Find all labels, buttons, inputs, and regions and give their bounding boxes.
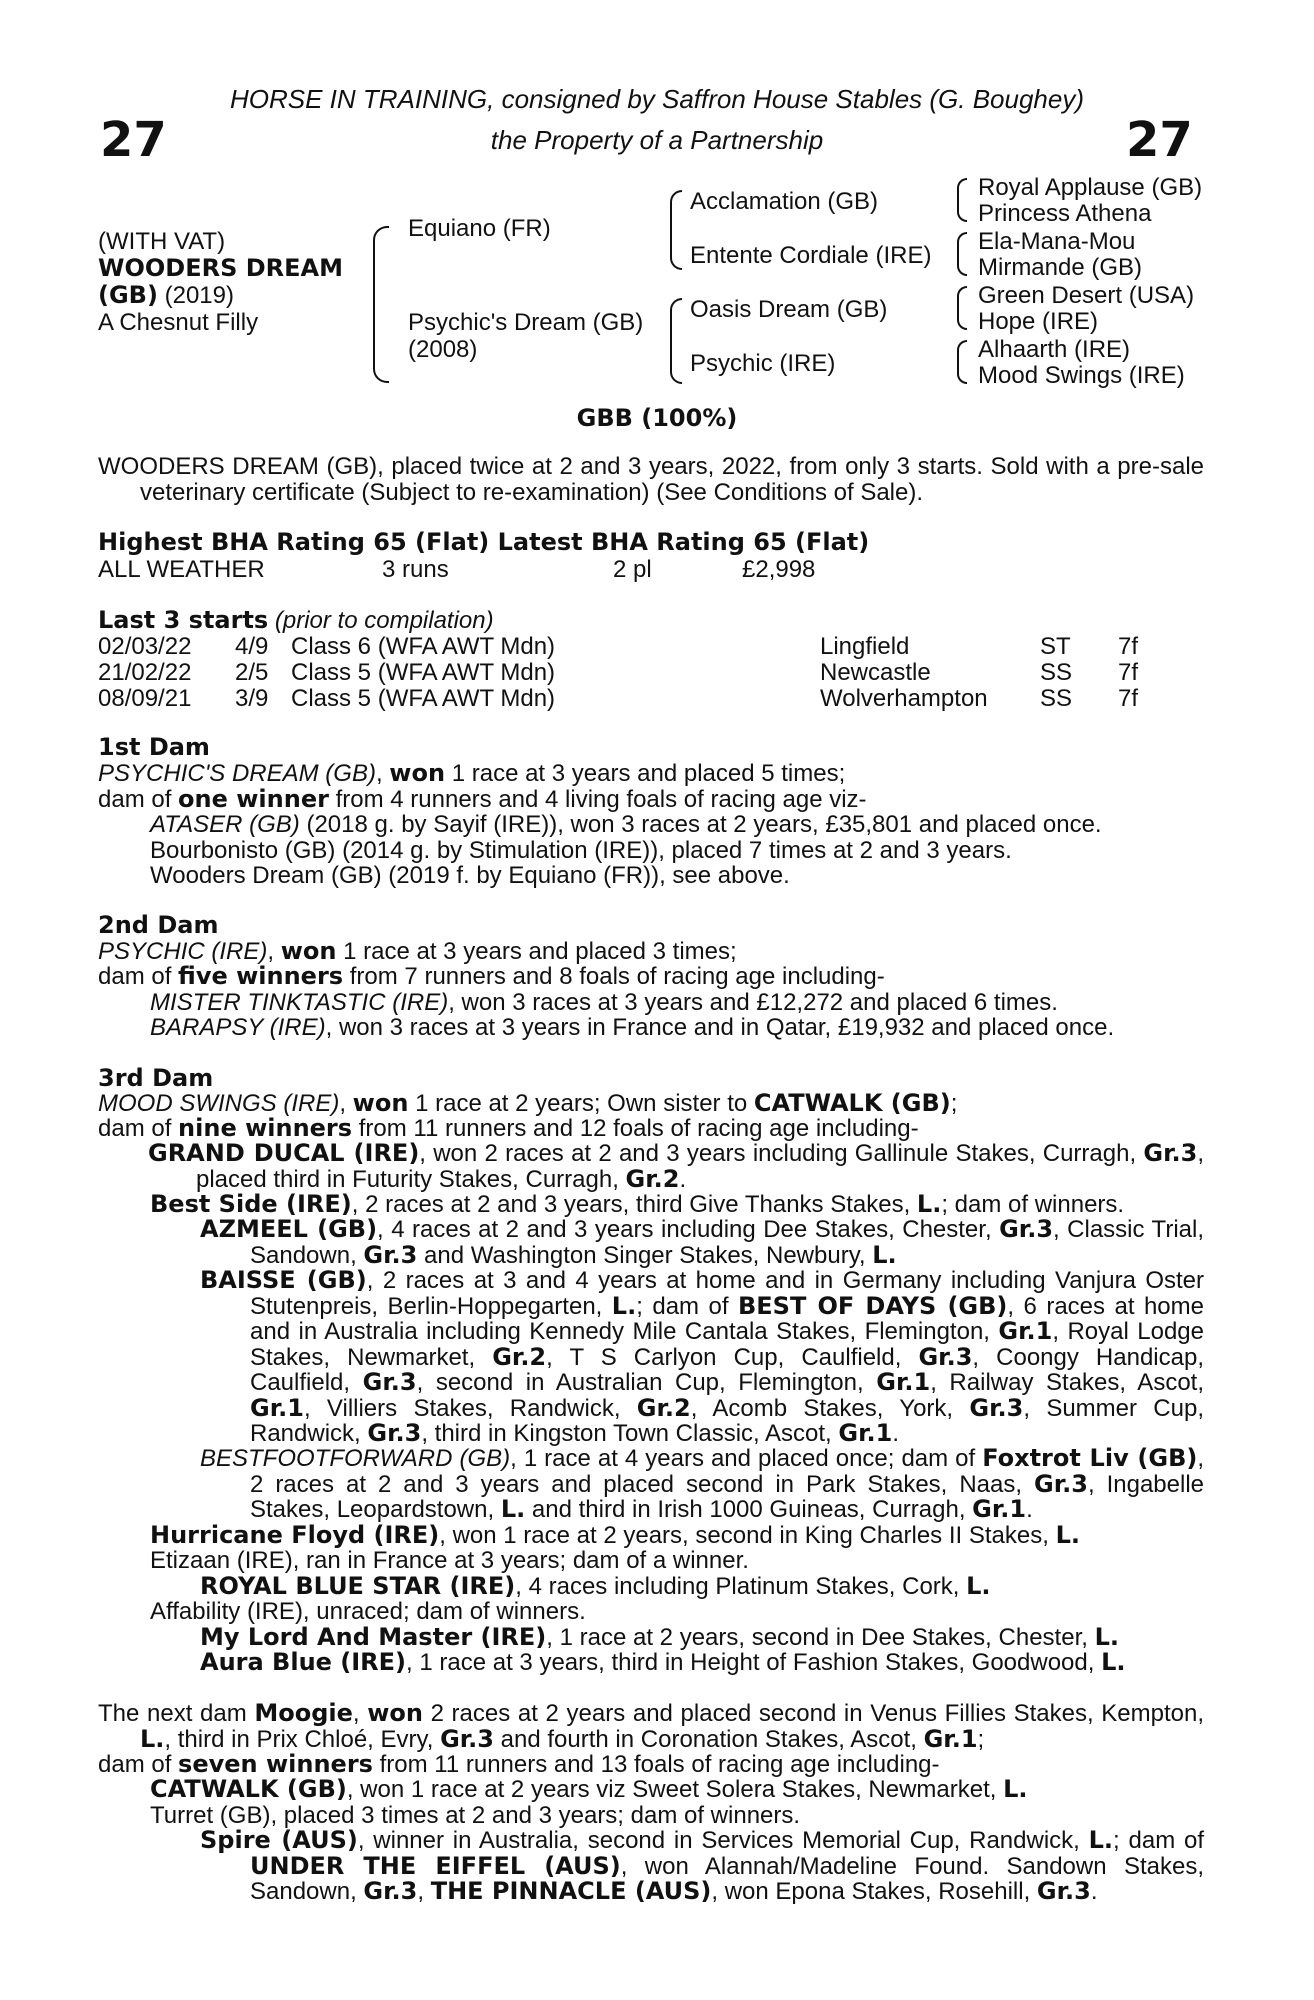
lot-number-left: 27 (100, 112, 167, 168)
pedigree-dam: Psychic's Dream (GB) (408, 309, 644, 336)
start-race: Class 5 (WFA AWT Mdn) (291, 685, 556, 712)
offspring-best-side: Best Side (IRE), 2 races at 2 and 3 years, third Give Thanks Stakes, L.; dam of winners. (150, 1190, 1125, 1218)
start-race: Class 6 (WFA AWT Mdn) (291, 633, 556, 660)
table-row (0, 659, 1314, 685)
pedigree-sire: Equiano (FR) (408, 215, 551, 242)
pedigree-sire-sire: Acclamation (GB) (690, 188, 879, 215)
brace-sd (957, 232, 967, 276)
offspring-baisse: BAISSE (GB), 2 races at 3 and 4 years at home and in Germany including Vanjura Oster Stutenpreis, Berlin-Hoppegarten, L.; dam of BEST OF DAYS (GB), 6 races at home and in Australia including Kennedy Mile Cantala Stakes, Flemington, Gr.1, Royal Lodge Stakes, Newmarket, Gr.2, T S Carlyon Cup, Caulfield, Gr.3, Coongy Handicap, Caulfield, Gr.3, second in Australian Cup, Flemington, Gr.1, Railway Stakes, Ascot, Gr.1, Villiers Stakes, Randwick, Gr.2, Acomb Stakes, York, Gr.3, Summer Cup, Randwick, Gr.3, third in Kingston Town Classic, Ascot, Gr.1. (200, 1266, 1205, 1447)
brace-ss (957, 178, 967, 222)
pedigree-dsd: Hope (IRE) (978, 308, 1099, 335)
offspring-affability: Affability (IRE), unraced; dam of winners. (150, 1598, 586, 1625)
winners-count: seven winners (178, 1750, 373, 1778)
offspring-royal-blue-star: ROYAL BLUE STAR (IRE), 4 races including Platinum Stakes, Cork, L. (200, 1572, 991, 1600)
pedigree-sds: Ela-Mana-Mou (978, 228, 1136, 255)
rating-record (0, 556, 1314, 582)
offspring-spire: Spire (AUS), winner in Australia, second in Services Memorial Cup, Randwick, L.; dam of UNDER THE EIFFEL (AUS), won Alannah/Madeline Found. Sandown Stakes, Sandown, Gr.3, THE PINNACLE (AUS), won Epona Stakes, Rosehill, Gr.3. (200, 1826, 1204, 1905)
rating-earnings: £2,998 (742, 556, 816, 583)
third-dam-record: MOOD SWINGS (IRE), won 1 race at 2 years; Own sister to CATWALK (GB); (98, 1089, 958, 1117)
offspring-name: ATASER (GB) (150, 811, 300, 838)
brace-dd (957, 340, 967, 384)
pedigree-sss: Royal Applause (GB) (978, 174, 1203, 201)
offspring-azmeel: AZMEEL (GB), 4 races at 2 and 3 years including Dee Stakes, Chester, Gr.3, Classic Trial, Sandown, Gr.3 and Washington Singer Stakes, Newbury, L. (200, 1215, 1205, 1269)
won-label: won (280, 937, 337, 965)
summary-paragraph: WOODERS DREAM (GB), placed twice at 2 and 3 years, 2022, from only 3 starts. Sold with a pre-sale veterinary certificate (Subject to re-examination) (See Conditions of Sale). (98, 453, 1204, 506)
offspring-etizaan: Etizaan (IRE), ran in France at 3 years; dam of a winner. (150, 1547, 749, 1574)
brace-ds (957, 286, 967, 330)
pedigree-dam-dam: Psychic (IRE) (690, 350, 836, 377)
offspring-mister-tinktastic (150, 990, 1058, 1015)
start-surface: SS (1040, 685, 1073, 712)
offspring-bourbonisto: Bourbonisto (GB) (2014 g. by Stimulation (IRE)), placed 7 times at 2 and 3 years. (150, 837, 1012, 864)
offspring-name: BARAPSY (IRE) (150, 1014, 326, 1041)
lot-number-right: 27 (1126, 112, 1193, 168)
second-dam-rest: 1 race at 3 years and placed 3 times; (336, 938, 737, 965)
offspring-grand-ducal: GRAND DUCAL (IRE), won 2 races at 2 and 3 years including Gallinule Stakes, Curragh, Gr.3, placed third in Futurity Stakes, Curragh, Gr.2. (148, 1139, 1205, 1193)
pedigree-ddd: Mood Swings (IRE) (978, 362, 1185, 389)
second-dam-heading: 2nd Dam (98, 911, 219, 939)
offspring-name: MISTER TINKTASTIC (IRE) (150, 989, 449, 1016)
next-dam-name: Moogie (254, 1699, 353, 1727)
pedigree-dss: Green Desert (USA) (978, 282, 1195, 309)
winners-count: nine winners (178, 1114, 353, 1142)
start-position: 2/5 (235, 659, 269, 686)
horse-name: WOODERS DREAM (98, 254, 343, 282)
dam-of: dam of (98, 786, 179, 813)
offspring-ataser (150, 812, 1102, 837)
start-surface: ST (1040, 633, 1071, 660)
second-dam-produce (98, 964, 885, 989)
offspring-my-lord-and-master: My Lord And Master (IRE), 1 race at 2 years, second in Dee Stakes, Chester, L. (200, 1623, 1119, 1651)
first-dam-record: PSYCHIC'S DREAM (GB), won 1 race at 3 years and placed 5 times; (98, 759, 846, 787)
rating-placed: 2 pl (613, 556, 652, 583)
offspring-aura-blue: Aura Blue (IRE), 1 race at 3 years, third in Height of Fashion Stakes, Goodwood, L. (200, 1648, 1126, 1676)
dosage-profile: GBB (100%) (576, 404, 738, 432)
pedigree-dam-year: (2008) (408, 336, 478, 363)
first-dam-rest: 1 race at 3 years and placed 5 times; (445, 760, 846, 787)
horse-description: A Chesnut Filly (98, 309, 259, 336)
start-surface: SS (1040, 659, 1073, 686)
start-course: Wolverhampton (820, 685, 988, 712)
brace-gen1 (373, 226, 389, 383)
offspring-turret: Turret (GB), placed 3 times at 2 and 3 years; dam of winners. (150, 1802, 801, 1829)
pedigree-ssd: Princess Athena (978, 200, 1152, 227)
pedigree-dds: Alhaarth (IRE) (978, 336, 1131, 363)
third-dam-produce: dam of nine winners from 11 runners and 12 foals of racing age including- (98, 1114, 919, 1142)
table-row (0, 685, 1314, 711)
last-starts-heading (98, 608, 494, 633)
winners-count: five winners (178, 962, 344, 990)
third-dam-name: MOOD SWINGS (IRE) (98, 1090, 340, 1117)
start-course: Newcastle (820, 659, 931, 686)
horse-year: (2019) (157, 282, 234, 309)
first-dam-produce (98, 787, 867, 812)
brace-sire (670, 190, 682, 270)
sister-name: CATWALK (GB) (753, 1089, 951, 1117)
start-date: 02/03/22 (98, 633, 192, 660)
start-position: 4/9 (235, 633, 269, 660)
next-dam-record: The next dam Moogie, won 2 races at 2 years and placed second in Venus Fillies Stakes, Kempton, L., third in Prix Chloé, Evry, Gr.3 and fourth in Coronation Stakes, Ascot, Gr.1; (98, 1699, 1204, 1753)
offspring-hurricane-floyd: Hurricane Floyd (IRE), won 1 race at 2 years, second in King Charles II Stakes, L. (150, 1521, 1080, 1549)
start-position: 3/9 (235, 685, 269, 712)
rating-surface: ALL WEATHER (98, 556, 265, 583)
last-starts-title: Last 3 starts (98, 606, 269, 634)
horse-origin (98, 283, 234, 308)
rating-runs: 3 runs (382, 556, 449, 583)
won-label: won (352, 1089, 409, 1117)
winners-count: one winner (178, 785, 329, 813)
pedigree-dam-sire: Oasis Dream (GB) (690, 296, 888, 323)
second-dam-record: PSYCHIC (IRE), won 1 race at 3 years and placed 3 times; (98, 937, 737, 965)
dam-of: dam of (98, 963, 179, 990)
first-dam-name: PSYCHIC'S DREAM (GB) (98, 760, 376, 787)
start-course: Lingfield (820, 633, 910, 660)
offspring-record: , won 3 races at 3 years and £12,272 and placed 6 times. (448, 989, 1058, 1016)
start-race: Class 5 (WFA AWT Mdn) (291, 659, 556, 686)
next-dam-produce: dam of seven winners from 11 runners and 13 foals of racing age including- (98, 1750, 940, 1778)
offspring-wooders-dream: Wooders Dream (GB) (2019 f. by Equiano (FR)), see above. (150, 862, 790, 889)
horse-country: (GB) (98, 281, 158, 309)
vat-note: (WITH VAT) (98, 228, 226, 255)
header-property: the Property of a Partnership (490, 125, 824, 155)
start-date: 08/09/21 (98, 685, 192, 712)
offspring-catwalk: CATWALK (GB), won 1 race at 2 years viz Sweet Solera Stakes, Newmarket, L. (150, 1775, 1028, 1803)
pedigree-sdd: Mirmande (GB) (978, 254, 1143, 281)
first-dam-heading: 1st Dam (98, 733, 210, 761)
foals-note: from 7 runners and 8 foals of racing age including- (343, 963, 885, 990)
header-consignor: HORSE IN TRAINING, consigned by Saffron House Stables (G. Boughey) (229, 84, 1085, 114)
second-dam-name: PSYCHIC (IRE) (98, 938, 268, 965)
start-distance: 7f (1118, 685, 1139, 712)
pedigree-sire-dam: Entente Cordiale (IRE) (690, 242, 932, 269)
offspring-record: (2018 g. by Sayif (IRE)), won 3 races at 2 years, £35,801 and placed once. (299, 811, 1102, 838)
last-starts-subtitle: (prior to compilation) (274, 607, 494, 634)
rating-heading: Highest BHA Rating 65 (Flat) Latest BHA Rating 65 (Flat) (98, 528, 870, 556)
offspring-record: , won 3 races at 3 years in France and in Qatar, £19,932 and placed once. (325, 1014, 1115, 1041)
start-distance: 7f (1118, 659, 1139, 686)
brace-dam (670, 298, 682, 384)
start-date: 21/02/22 (98, 659, 192, 686)
foals-note: from 4 runners and 4 living foals of racing age viz- (328, 786, 867, 813)
table-row (0, 633, 1314, 659)
offspring-bestfootforward: BESTFOOTFORWARD (GB), 1 race at 4 years and placed once; dam of Foxtrot Liv (GB), 2 races at 2 and 3 years and placed second in Park Stakes, Naas, Gr.3, Ingabelle Stakes, Leopardstown, L. and third in Irish 1000 Guineas, Curragh, Gr.1. (200, 1444, 1205, 1523)
offspring-barapsy (150, 1015, 1114, 1040)
start-distance: 7f (1118, 633, 1139, 660)
won-label: won (389, 759, 446, 787)
third-dam-heading: 3rd Dam (98, 1064, 214, 1092)
